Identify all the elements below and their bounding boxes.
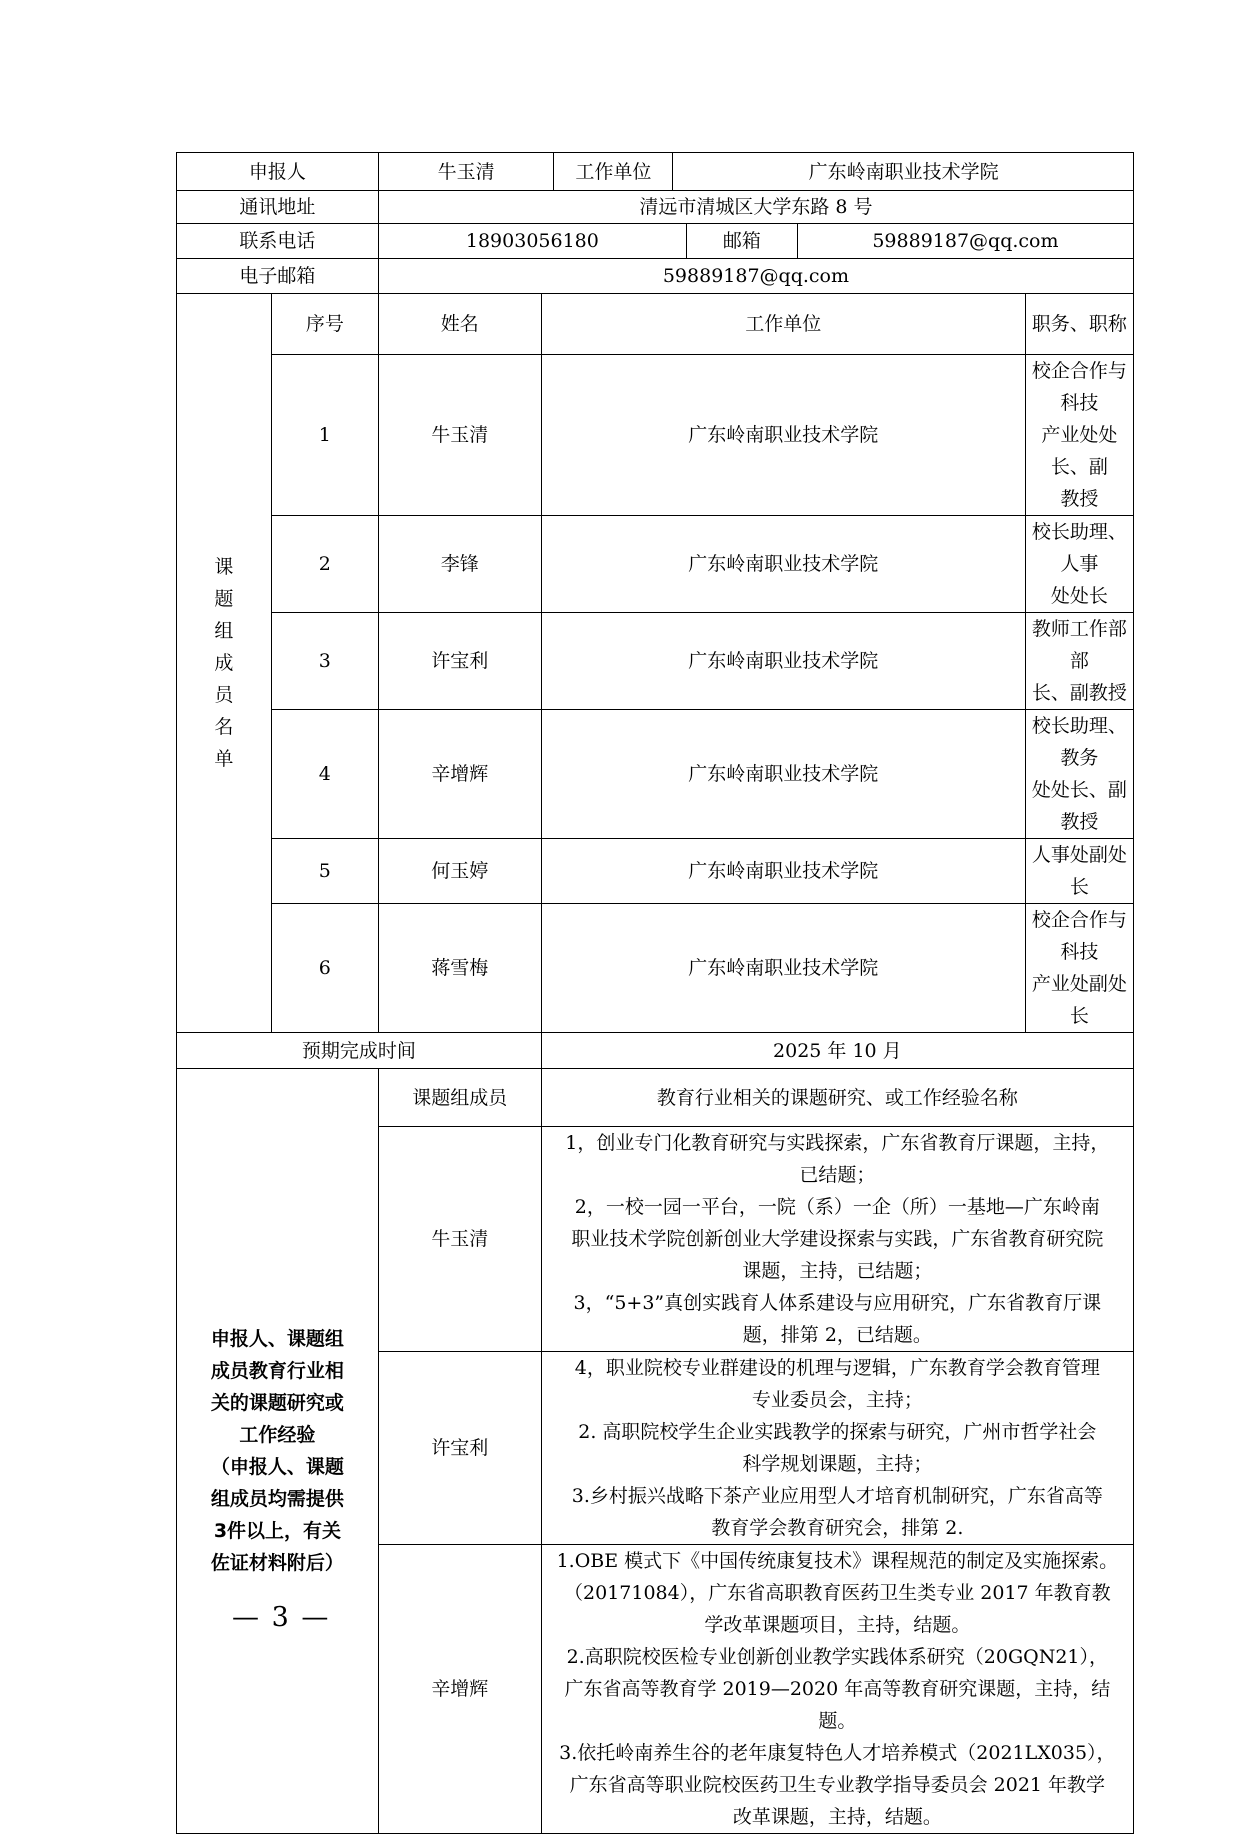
member-unit: 广东岭南职业技术学院 — [541, 613, 1025, 710]
experience-member: 许宝利 — [378, 1352, 541, 1545]
member-title — [1025, 710, 1133, 839]
experience-content — [541, 1127, 1133, 1352]
application-form-table — [176, 152, 1134, 1834]
experience-line: 已结题； — [799, 1164, 876, 1186]
experience-line: 2，一校一园一平台，一院（系）一企（所）一基地—广东岭南 — [574, 1196, 1100, 1218]
member-row — [177, 613, 1134, 710]
phone-value: 18903056180 — [465, 230, 599, 252]
member-unit: 广东岭南职业技术学院 — [541, 839, 1025, 904]
member-title — [1025, 904, 1133, 1033]
page-number: — 3 — — [232, 1602, 331, 1633]
experience-header-row — [177, 1069, 1134, 1127]
experience-section-label-text — [183, 1323, 372, 1579]
member-title-line: 长、副教授 — [1031, 682, 1127, 704]
experience-member: 辛增辉 — [378, 1545, 541, 1834]
postbox-label: 邮箱 — [686, 224, 798, 258]
member-row — [177, 839, 1134, 904]
member-name: 许宝利 — [378, 613, 541, 710]
experience-section-label-line: 3件以上，有关 — [213, 1520, 342, 1542]
experience-line: 课题，主持，已结题； — [742, 1260, 933, 1282]
member-title-line: 产业处处长、副 — [1041, 424, 1118, 478]
member-title-line: 人事处副处长 — [1031, 844, 1127, 898]
member-title-line: 处处长、副教授 — [1031, 779, 1127, 833]
member-unit: 广东岭南职业技术学院 — [541, 516, 1025, 613]
completion-value: 2025 年 10 月 — [541, 1033, 1133, 1069]
member-title — [1025, 839, 1133, 904]
members-header-unit: 工作单位 — [541, 294, 1025, 355]
email-row — [177, 259, 1134, 294]
members-section-label-char: 组 — [214, 620, 234, 642]
completion-row — [177, 1033, 1134, 1069]
member-name: 辛增辉 — [378, 710, 541, 839]
members-section-label — [177, 294, 272, 1033]
member-title — [1025, 516, 1133, 613]
experience-content — [541, 1545, 1133, 1834]
phone-row — [177, 224, 1134, 259]
experience-section-label-line: 关的课题研究或 — [210, 1392, 344, 1414]
experience-line: 题。 — [818, 1710, 857, 1732]
phone-label: 联系电话 — [177, 224, 379, 259]
experience-line: 改革课题，主持，结题。 — [732, 1806, 942, 1828]
members-header-row — [177, 294, 1134, 355]
member-name: 何玉婷 — [378, 839, 541, 904]
member-title — [1025, 355, 1133, 516]
experience-line: （20171084），广东省高职教育医药卫生类专业 2017 年教育教 — [564, 1582, 1111, 1604]
experience-section-label-line: 成员教育行业相 — [210, 1360, 344, 1382]
member-title-line: 产业处副处长 — [1031, 973, 1127, 1027]
members-section-label-char: 成 — [214, 652, 234, 674]
members-header-no: 序号 — [271, 294, 378, 355]
experience-line: 2.高职院校医检专业创新创业教学实践体系研究（20GQN21）， — [566, 1646, 1109, 1668]
experience-header-content: 教育行业相关的课题研究、或工作经验名称 — [541, 1069, 1133, 1127]
experience-section-label-line: 佐证材料附后） — [210, 1552, 344, 1574]
members-section-label-char: 题 — [214, 588, 234, 610]
member-no: 6 — [271, 904, 378, 1033]
work-unit-text: 广东岭南职业技术学院 — [673, 153, 1133, 190]
address-value: 清远市清城区大学东路 8 号 — [378, 191, 1133, 224]
experience-line: 题，排第 2，已结题。 — [742, 1324, 932, 1346]
members-section-label-text — [183, 551, 265, 775]
member-name: 蒋雪梅 — [378, 904, 541, 1033]
applicant-row — [177, 153, 1134, 191]
member-title-line: 校长助理、人事 — [1031, 521, 1127, 575]
experience-line: 1.OBE 模式下《中国传统康复技术》课程规范的制定及实施探索。 — [556, 1550, 1119, 1572]
applicant-name-value: 牛玉清 — [437, 160, 495, 183]
member-row — [177, 355, 1134, 516]
experience-section-label-line: 申报人、课题组 — [210, 1328, 344, 1350]
member-name: 牛玉清 — [378, 355, 541, 516]
postbox-value: 59889187@qq.com — [872, 230, 1059, 252]
work-unit-label: 工作单位 — [553, 153, 672, 190]
members-section-label-char: 课 — [214, 556, 234, 578]
members-header-name: 姓名 — [378, 294, 541, 355]
members-section-label-char: 名 — [214, 716, 234, 738]
experience-line: 职业技术学院创新创业大学建设探索与实践，广东省教育研究院 — [571, 1228, 1104, 1250]
experience-header-member: 课题组成员 — [378, 1069, 541, 1127]
experience-line: 教育学会教育研究会，排第 2. — [711, 1517, 964, 1539]
members-section-label-char: 单 — [214, 748, 234, 770]
member-name: 李锋 — [378, 516, 541, 613]
experience-line: 1，创业专门化教育研究与实践探索，广东省教育厅课题，主持， — [565, 1132, 1110, 1154]
experience-section-label — [177, 1069, 379, 1834]
experience-line: 3.乡村振兴战略下茶产业应用型人才培育机制研究，广东省高等 — [571, 1485, 1103, 1507]
experience-line: 广东省高等职业院校医药卫生专业教学指导委员会 2021 年教学 — [569, 1774, 1106, 1796]
applicant-label: 申报人 — [177, 153, 379, 191]
experience-content — [541, 1352, 1133, 1545]
member-title-line: 处处长 — [1050, 585, 1108, 607]
member-unit: 广东岭南职业技术学院 — [541, 355, 1025, 516]
applicant-name — [378, 153, 672, 191]
member-no: 4 — [271, 710, 378, 839]
experience-line: 学改革课题项目，主持，结题。 — [704, 1614, 971, 1636]
experience-line: 广东省高等教育学 2019—2020 年高等教育研究课题，主持，结 — [564, 1678, 1111, 1700]
member-no: 2 — [271, 516, 378, 613]
experience-line: 专业委员会，主持； — [751, 1389, 923, 1411]
member-row — [177, 904, 1134, 1033]
experience-section-label-line: （申报人、课题 — [210, 1456, 344, 1478]
address-row — [177, 191, 1134, 224]
member-title-line: 教授 — [1060, 488, 1099, 510]
member-title-line: 校企合作与科技 — [1031, 360, 1127, 414]
members-section-label-char: 员 — [214, 684, 234, 706]
member-unit: 广东岭南职业技术学院 — [541, 904, 1025, 1033]
member-no: 3 — [271, 613, 378, 710]
email-label: 电子邮箱 — [177, 259, 379, 294]
work-unit-value — [673, 153, 1134, 191]
experience-line: 3，“5+3”真创实践育人体系建设与应用研究，广东省教育厅课 — [573, 1292, 1102, 1314]
member-no: 1 — [271, 355, 378, 516]
experience-line: 2. 高职院校学生企业实践教学的探索与研究，广州市哲学社会 — [578, 1421, 1097, 1443]
experience-line: 科学规划课题，主持； — [742, 1453, 933, 1475]
member-title-line: 教师工作部部 — [1031, 618, 1127, 672]
member-title-line: 校长助理、教务 — [1031, 715, 1127, 769]
member-row — [177, 516, 1134, 613]
member-no: 5 — [271, 839, 378, 904]
experience-line: 3.依托岭南养生谷的老年康复特色人才培养模式（2021LX035）， — [559, 1742, 1116, 1764]
experience-section-label-line: 工作经验 — [239, 1424, 316, 1446]
members-header-title — [1025, 294, 1133, 355]
phone-postbox-cell — [378, 224, 1133, 259]
experience-member: 牛玉清 — [378, 1127, 541, 1352]
experience-line: 4，职业院校专业群建设的机理与逻辑，广东教育学会教育管理 — [574, 1357, 1100, 1379]
member-title-line: 校企合作与科技 — [1031, 909, 1127, 963]
members-header-title-text: 职务、职称 — [1031, 313, 1127, 335]
member-unit: 广东岭南职业技术学院 — [541, 710, 1025, 839]
experience-section-label-line: 组成员均需提供 — [210, 1488, 344, 1510]
member-row — [177, 710, 1134, 839]
email-value: 59889187@qq.com — [378, 259, 1133, 294]
member-title — [1025, 613, 1133, 710]
address-label: 通讯地址 — [177, 191, 379, 224]
completion-label: 预期完成时间 — [177, 1033, 542, 1069]
